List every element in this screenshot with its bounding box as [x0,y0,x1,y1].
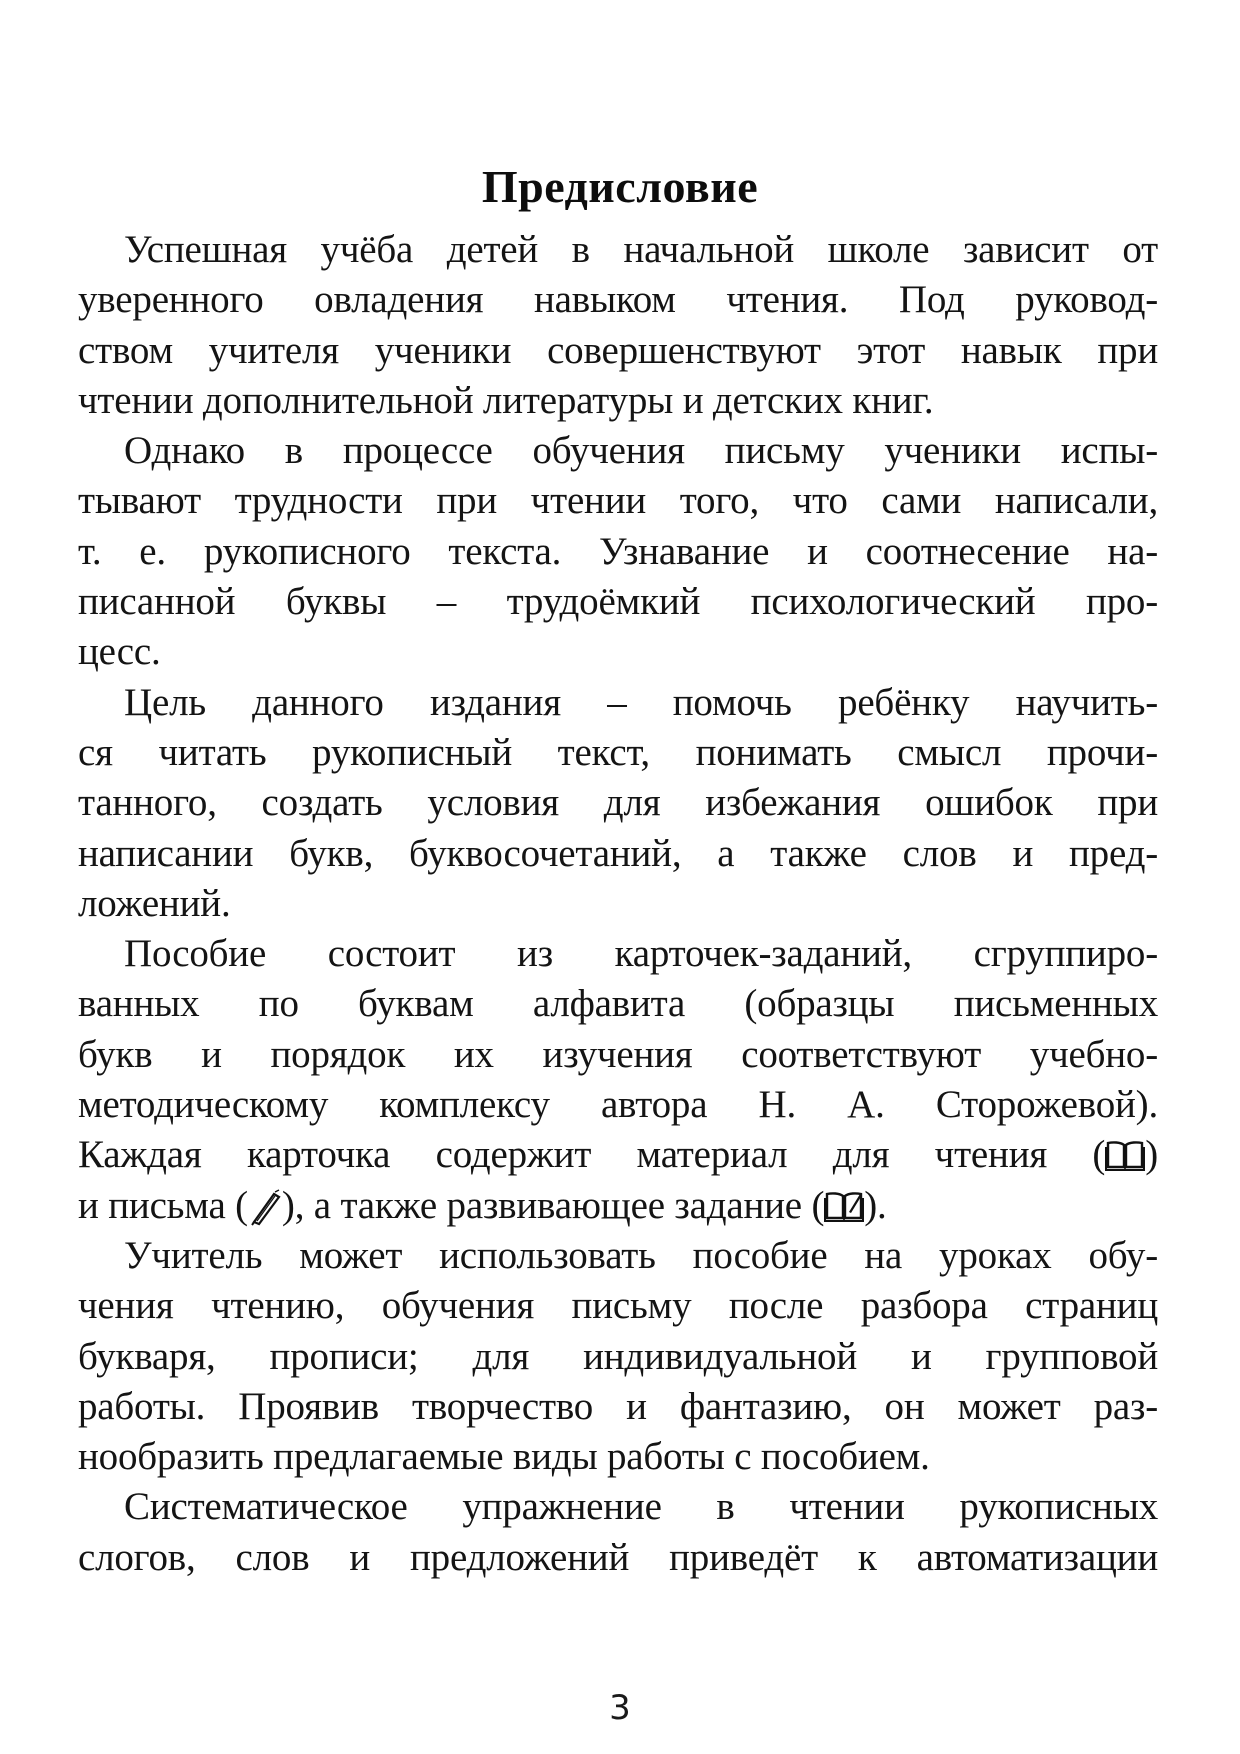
text-line: танного, создать условия для избежания ошибок при [78,781,1158,825]
pen-icon [248,1188,282,1226]
text-line: слогов, слов и предложений приведёт к автоматизации [78,1535,1158,1579]
text-line: работы. Проявив творчество и фантазию, он может раз- [78,1384,1158,1428]
paragraph-2 [78,426,1158,677]
text-line: ванных по буквам алфавита (образцы письменных [78,982,1158,1026]
paragraph-6 [78,1482,1158,1583]
text-line: чения чтению, обучения письму после разбора страниц [78,1284,1158,1328]
page-number: 3 [609,1688,631,1728]
text-line: букваря, прописи; для индивидуальной и групповой [78,1334,1158,1378]
text-line: ложений. [78,881,231,925]
text-fragment: Каждая карточка содержит материал для чтения ( [78,1133,1106,1177]
text-fragment: и письма ( [78,1183,248,1227]
text-fragment: ). [864,1183,887,1227]
text-line: Однако в процессе обучения письму ученики испы- [124,429,1158,473]
text-line: Пособие состоит из карточек-заданий, сгруппиро- [124,932,1158,976]
text-line: цесс. [78,630,161,674]
text-line: Успешная учёба детей в начальной школе зависит от [124,228,1158,271]
text-line-with-writing-icons [78,1181,1158,1231]
paragraph-1 [78,225,1158,426]
text-line: букв и порядок их изучения соответствуют учебно- [78,1032,1158,1076]
body-text [78,225,1158,1583]
text-line: уверенного овладения навыком чтения. Под руковод- [78,278,1158,322]
text-line: чтении дополнительной литературы и детских книг. [78,378,934,422]
text-line: написании букв, буквосочетаний, а также слов и пред- [78,831,1158,875]
text-line: Цель данного издания – помочь ребёнку научить- [124,680,1158,724]
text-line-with-reading-icon [78,1130,1158,1180]
text-line: методическому комплексу автора Н. А. Сторожевой). [78,1083,1158,1127]
text-line: Учитель может использовать пособие на уроках обу- [124,1233,1158,1277]
paragraph-4 [78,929,1158,1231]
text-fragment: ), а также развивающее задание ( [281,1183,825,1227]
paragraph-3 [78,678,1158,929]
book-icon [1105,1139,1145,1173]
text-line: ся читать рукописный текст, понимать смысл прочи- [78,730,1158,774]
text-line: тывают трудности при чтении того, что сами написали, [78,479,1158,523]
page-title: Предисловие [481,160,759,212]
book-with-pen-icon [824,1190,864,1224]
text-line: т. е. рукописного текста. Узнавание и соотнесение на- [78,529,1158,573]
text-fragment: ) [1145,1133,1158,1177]
text-line: Систематическое упражнение в чтении рукописных [124,1485,1158,1529]
paragraph-5 [78,1231,1158,1482]
text-line: нообразить предлагаемые виды работы с пособием. [78,1435,930,1479]
text-line: писанной буквы – трудоёмкий психологический про- [78,580,1158,624]
text-line: ством учителя ученики совершенствуют этот навык при [78,328,1158,372]
